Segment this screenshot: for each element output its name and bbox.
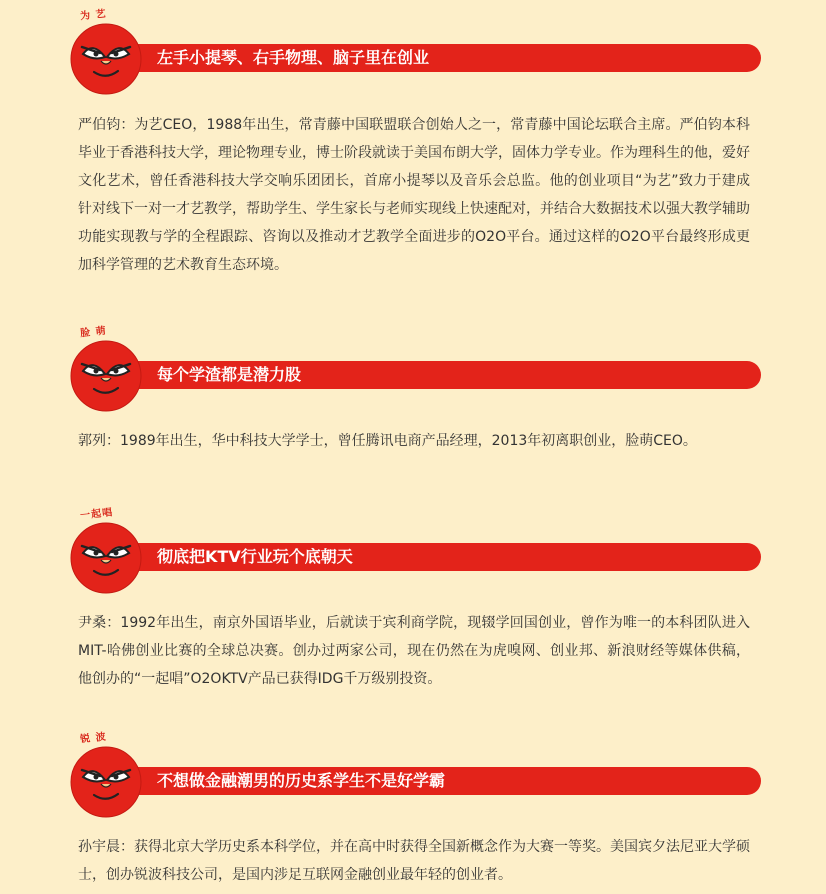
section-title-banner [108, 44, 761, 72]
red-mascot-face-icon [70, 522, 142, 594]
section-title-banner [108, 767, 761, 795]
red-mascot-face-icon [70, 746, 142, 818]
profile-description: 严伯钧：为艺CEO，1988年出生，常青藤中国联盟联合创始人之一，常青藤中国论坛联合主席。严伯钧本科毕业于香港科技大学，理论物理专业，博士阶段就读于美国布朗大学，固体力学专业。作为理科生的他，爱好文化艺术，曾任香港科技大学交响乐团团长，首席小提琴以及音乐会总监。他的创业项目“为艺”致力于建成针对线下一对一才艺教学，帮助学生、学生家长与老师实现线上快速配对，并结合大数据技术以强大教学辅助功能实现教与学的全程跟踪、咨询以及推动才艺教学全面进步的O2O平台。通过这样的O2O平台最终形成更加科学管理的艺术教育生态环境。 [78, 117, 750, 273]
profile-description: 郭列：1989年出生，华中科技大学学士，曾任腾讯电商产品经理，2013年初离职创业，脸萌CEO。 [78, 433, 697, 449]
section-title-banner [108, 543, 761, 571]
company-tag: 为 艺 [79, 8, 108, 23]
red-mascot-face-icon [70, 340, 142, 412]
company-tag: 脸 萌 [79, 325, 108, 340]
company-tag: 锐 波 [79, 731, 108, 746]
section-title: 每个学渣都是潜力股 [157, 365, 302, 384]
profile-description: 孙宇晨：获得北京大学历史系本科学位，并在高中时获得全国新概念作为大赛一等奖。美国宾夕法尼亚大学硕士，创办锐波科技公司，是国内涉足互联网金融创业最年轻的创业者。 [78, 839, 750, 883]
company-tag: 一起唱 [79, 507, 114, 522]
section-title: 不想做金融潮男的历史系学生不是好学霸 [157, 771, 446, 790]
profile-description: 尹桑：1992年出生，南京外国语毕业，后就读于宾利商学院，现辍学回国创业，曾作为唯一的本科团队进入MIT-哈佛创业比赛的全球总决赛。创办过两家公司，现在仍然在为虎嗅网、创业邦、新浪财经等媒体供稿，他创办的“一起唱”O2OKTV产品已获得IDG千万级别投资。 [78, 615, 750, 687]
section-title: 彻底把KTV行业玩个底朝天 [157, 547, 353, 566]
section-title: 左手小提琴、右手物理、脑子里在创业 [157, 48, 430, 67]
red-mascot-face-icon [70, 23, 142, 95]
section-title-banner [108, 361, 761, 389]
